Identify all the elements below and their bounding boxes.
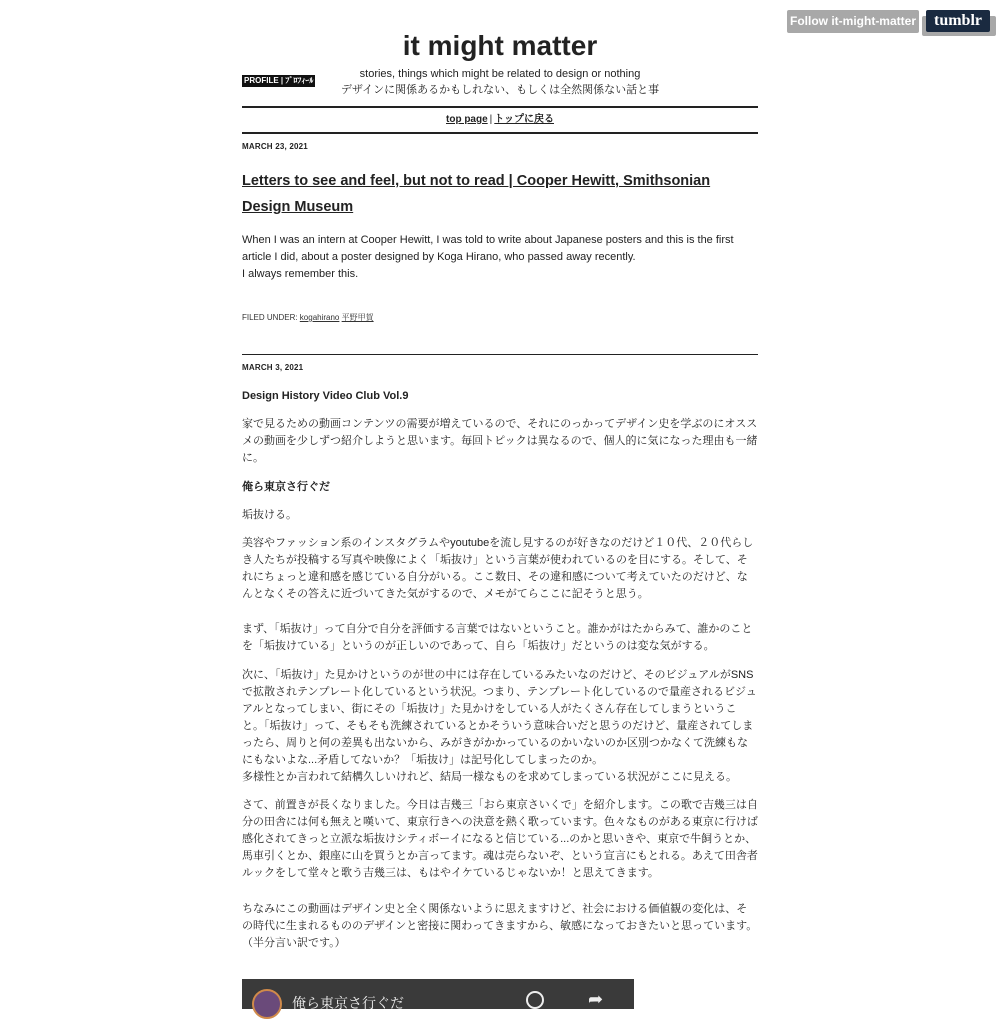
post-paragraph: 次に、「垢抜け」た見かけというのが世の中には存在しているみたいなのだけど、そのビジュアルがSNSで拡散されテンプレート化しているという状況。つまり、テンプレート化しているので量産されるビジュアルとなってしまい、街にその「垢抜け」た見かけをしている人がたくさん存在してしまうということ。「垢抜け」って、そもそも洗練されているとかそういう意味合いだと思うのだけど、量産されてしまったら、周りと何の差異も出ないから、みがきがかかっているのかいないのか区別つかなくて洗練もなにもないよな...矛盾してないか？「垢抜け」は記号化してしまったのか。 bbox=[242, 669, 757, 766]
channel-avatar[interactable] bbox=[252, 989, 282, 1019]
post-body-paragraph: When I was an intern at Cooper Hewitt, I was told to write about Japanese posters and this is the first article I did, about a poster designed by Koga Hirano, who passed away recently. bbox=[242, 234, 734, 263]
watch-later-icon[interactable] bbox=[526, 991, 544, 1009]
post-design-history-video-club bbox=[242, 355, 758, 1011]
filed-under-label: FILED UNDER: bbox=[242, 313, 298, 322]
post-body-paragraph: I always remember this. bbox=[242, 268, 359, 280]
post-paragraph: 多様性とか言われて結構久しいけれど、結局一様なものを求めてしまっている状況がここに見える。 bbox=[242, 771, 737, 783]
post-body bbox=[242, 232, 758, 283]
video-embed[interactable] bbox=[242, 979, 634, 1009]
post-paragraph: まず、「垢抜け」って自分で自分を評価する言葉ではないということ。誰かがはたからみて、誰かのことを「垢抜けている」というのが正しいのであって、自ら「垢抜け」だというのは変な気がする。 bbox=[242, 623, 753, 652]
video-title[interactable]: 俺ら東京さ行ぐだ bbox=[292, 995, 404, 1011]
share-icon[interactable]: ➦ bbox=[588, 989, 604, 1009]
post-paragraph: 美容やファッション系のインスタグラムやyoutubeを流し見するのが好きなのだけど１０代、２０代らしき人たちが投稿する写真や映像によく「垢抜け」という言葉が使われているのを目にする。そして、それにちょっと違和感を感じている自分がいる。ここ数日、その違和感について考えていたのだけど、なんとなくその答えに近づいてきた気がするので、メモがてらここに記そうと思う。 bbox=[242, 537, 754, 600]
site-title[interactable]: it might matter bbox=[402, 30, 598, 61]
back-to-top-link[interactable]: トップに戻る bbox=[494, 114, 554, 125]
post-intro: 家で見るための動画コンテンツの需要が増えているので、それにのっかってデザイン史を学ぶのにオススメの動画を少しずつ紹介しようと思います。毎回トピックは異なるので、個人的に気になった理由も一緒に。 bbox=[242, 418, 758, 464]
post-subheading: 俺ら東京さ行ぐだ bbox=[242, 481, 330, 493]
post-date: MARCH 23, 2021 bbox=[242, 142, 308, 151]
tumblr-logo[interactable]: tumblr bbox=[926, 10, 990, 32]
tag-link-hirano-koga[interactable]: 平野甲賀 bbox=[341, 313, 374, 322]
post-letters-to-see bbox=[242, 134, 758, 354]
tag-link-kogahirano[interactable]: kogahirano bbox=[299, 313, 340, 322]
post-date: MARCH 3, 2021 bbox=[242, 363, 304, 372]
blog-container bbox=[242, 0, 758, 1011]
post-paragraph: さて、前置きが長くなりました。今日は吉幾三「おら東京さいくで」を紹介します。この歌で吉幾三は自分の田舎には何も無えと嘆いて、東京行きへの決意を熱く歌っています。色々なものがある東京に行けば感化されてきっと立派な垢抜けシティボーイになると信じている...のかと思いきや、東京で牛飼うとか、馬車引くとか、銀座に山を買うとか言ってます。魂は売らないぞ、という宣言にもとれる。あえて田舎者ルックをして堂々と歌う吉幾三は、もはやイケているじゃないか！と思えてきます。 bbox=[242, 799, 758, 879]
post-heading: Design History Video Club Vol.9 bbox=[242, 390, 409, 402]
post-paragraph: ちなみにこの動画はデザイン史と全く関係ないように思えますけど、社会における価値観の変化は、その時代に生まれるもののデザインと密接に関わってきますから、敏感になっておきたいと思っています。（半分言い訳です。） bbox=[242, 903, 758, 949]
follow-button[interactable]: Follow it-might-matter bbox=[787, 10, 919, 33]
top-navigation bbox=[242, 106, 758, 134]
post-title-link[interactable]: Letters to see and feel, but not to read | Cooper Hewitt, Smithsonian Design Museum bbox=[242, 173, 711, 215]
tagline-japanese: デザインに関係あるかもしれない、もしくは全然関係ない話と事 bbox=[340, 84, 660, 96]
filed-under bbox=[242, 312, 374, 323]
profile-link[interactable]: PROFILE | ﾌﾟﾛﾌｨｰﾙ bbox=[244, 76, 314, 85]
tagline-english: stories, things which might be related to design or nothing bbox=[359, 68, 641, 80]
post-paragraph: 垢抜ける。 bbox=[242, 509, 297, 521]
site-header bbox=[242, 0, 758, 106]
nav-separator: | bbox=[489, 114, 493, 125]
top-page-link[interactable]: top page bbox=[446, 114, 488, 125]
